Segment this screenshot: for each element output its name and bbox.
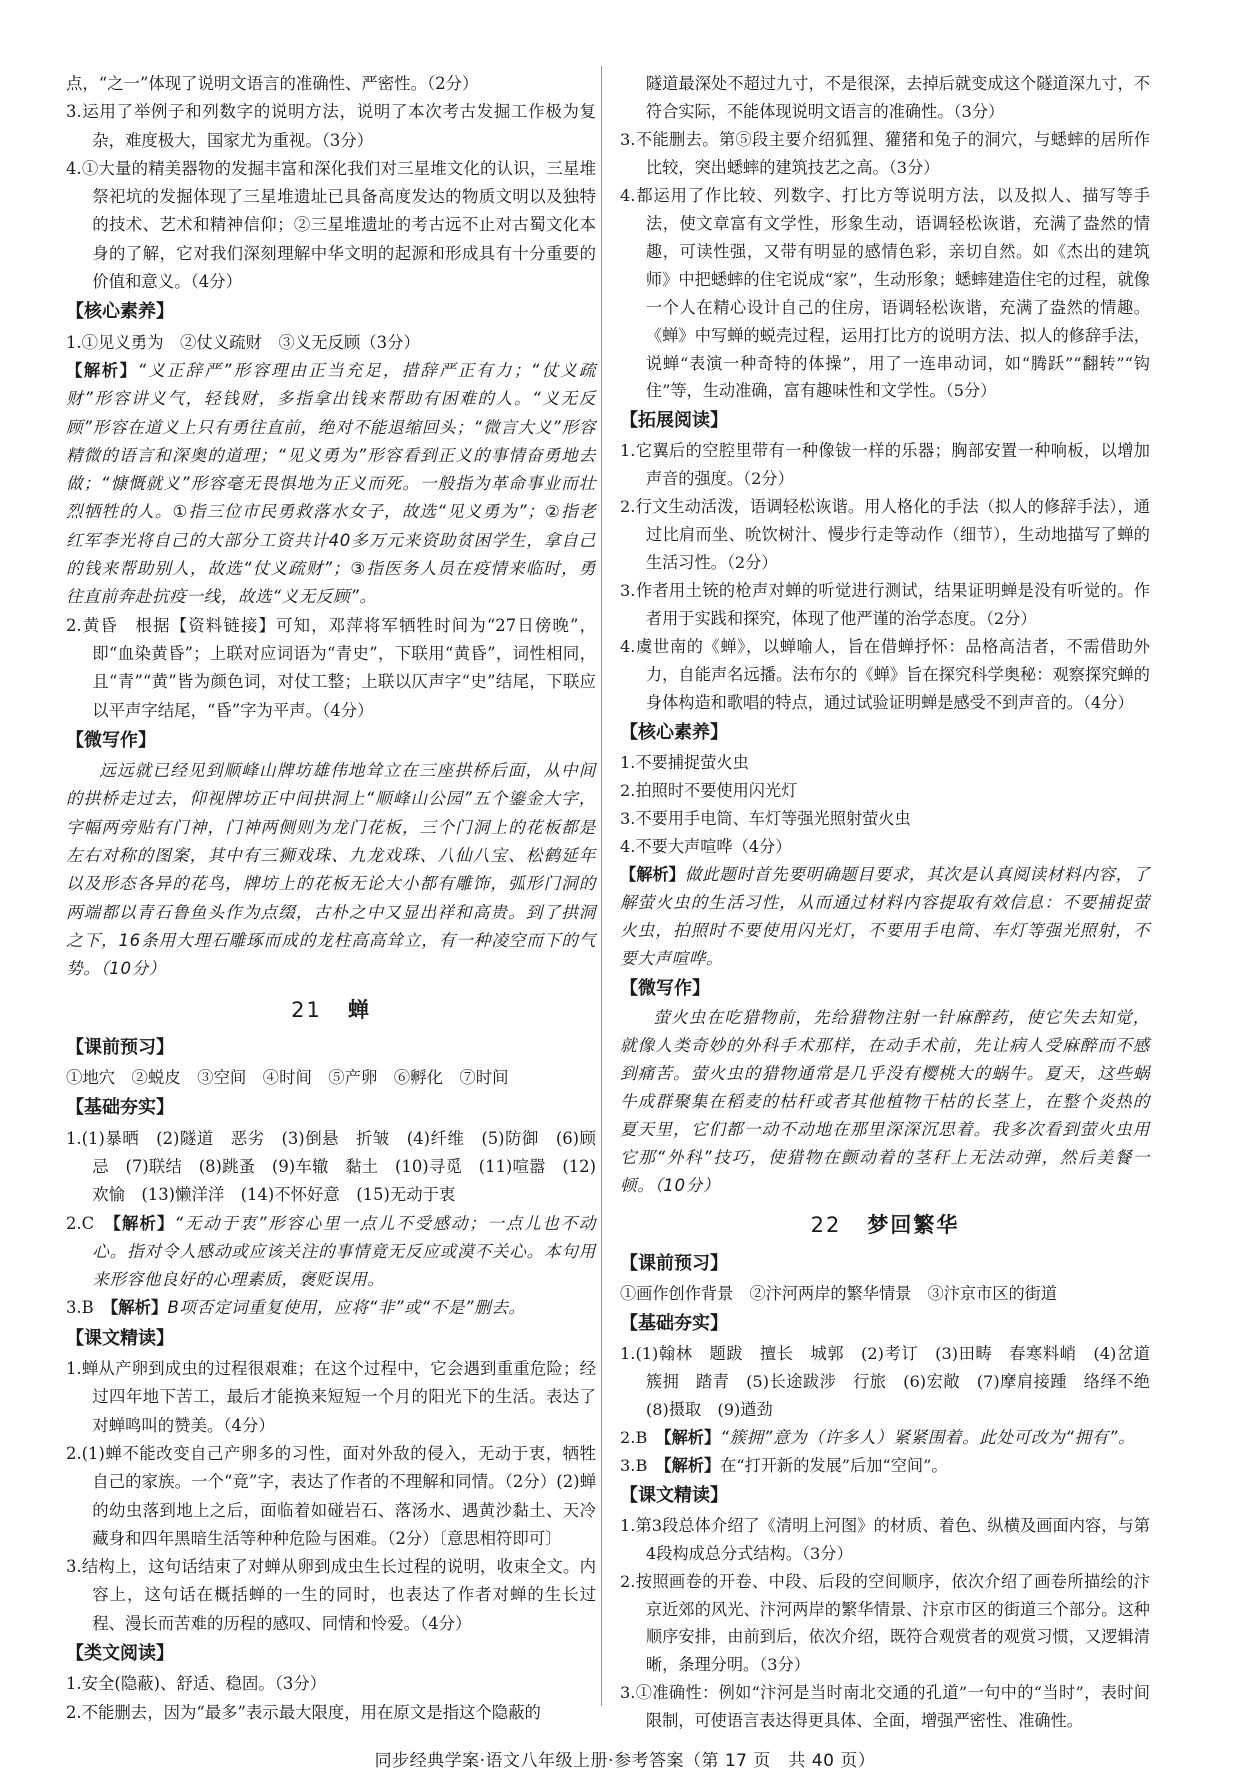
answer-key: 2.C <box>66 1213 113 1233</box>
section-heading-kewen: 【课文精读】 <box>66 1327 174 1349</box>
analysis-tag: 【解析】 <box>663 1427 721 1447</box>
section-heading-jichu: 【基础夯实】 <box>66 1097 174 1119</box>
answer-item: 1.①见义勇为 ②仗义疏财 ③义无反顾（3分） <box>66 332 420 352</box>
answer-item: 2.(1)蝉不能改变自己产卵多的习性，面对外敌的侵入，无动于衷，牺牲自己的家族。一个“竟”字，表达了作者的不理解和同情。（2分）(2)蝉的幼虫落到地上之后，面临着如碰岩石、落汤水、遇黄沙黏土、天冷藏身和四年黑暗生活等种种危险与困难。（2分）〔意思相符即可〕 <box>66 1443 596 1548</box>
answer-item: 4.①大量的精美器物的发掘丰富和深化我们对三星堆文化的认识，三星堆祭祀坑的发掘体现了三星堆遗址已具备高度发达的物质文明以及独特的技术、艺术和精神信仰；②三星堆遗址的考古远不止对古蜀文化本身的了解，它对我们深刻理解中华文明的起源和形成具有十分重要的价值和意义。（4分） <box>66 158 596 292</box>
writing-sample: 萤火虫在吃猎物前，先给猎物注射一针麻醉药，使它失去知觉，就像人类奇妙的外科手术那样，在动手术前，先让病人受麻醉而不感到痛苦。萤火虫的猎物通常是几乎没有樱桃大的蜗牛。夏天，这些蜗牛成群聚集在稻麦的枯秆或者其他植物干枯的长茎上，在整个炎热的夏天里，它们都一动不动地在那里深深沉思着。我多次看到萤火虫用它那“外科”技巧，使猎物在颤动着的茎秆上无法动弹，然后美餐一顿。（10分） <box>620 1008 1150 1196</box>
lesson-number: 21 <box>291 997 322 1022</box>
analysis-text: “无动于衷”形容心里一点儿不受感动；一点儿也不动心。指对令人感动或应该关注的事情竟无反应或漠不关心。本句用来形容他良好的心理素质，褒贬误用。 <box>92 1213 597 1290</box>
answer-item: 1.蝉从产卵到成虫的过程很艰难；在这个过程中，它会遇到重重危险；经过四年地下苦工，最后才能换来短短一个月的阳光下的生活。表达了对蝉鸣叫的赞美。（4分） <box>66 1359 596 1435</box>
analysis-tag: 【解析】 <box>66 360 138 380</box>
writing-sample: 远远就已经见到顺峰山牌坊雄伟地耸立在三座拱桥后面，从中间的拱桥走过去，仰视牌坊正中间拱洞上“顺峰山公园”五个鎏金大字，字幅两旁贴有门神，门神两侧则为龙门花板，三个门洞上的花板都是左右对称的图案，其中有三狮戏珠、九龙戏珠、八仙八宝、松鹤延年以及形态各异的花鸟，牌坊上的花板无论大小都有雕饰，弧形门洞的两端都以青石鲁鱼头作为点缀，古朴之中又显出祥和高贵。到了拱洞之下，16条用大理石雕琢而成的龙柱高高耸立，有一种凌空而下的气势。（10分） <box>66 761 596 979</box>
section-heading-weixiezuo: 【微写作】 <box>620 977 710 999</box>
section-heading-leiwen: 【类文阅读】 <box>66 1643 174 1665</box>
lesson-title <box>66 996 596 1024</box>
answer-item: 点，“之一”体现了说明文语言的准确性、严密性。（2分） <box>66 74 479 93</box>
answer-item: 4.都运用了作比较、列数字、打比方等说明方法，以及拟人、描写等手法，使文章富有文学性，形象生动，语调轻松诙谐，充满了盎然的情趣，可读性强，又带有明显的感情色彩，亲切自然。如《杰出的建筑师》中把蟋蟀的住宅说成“家”，生动形象；蟋蟀建造住宅的过程，就像一个人在精心设计自己的住房，语调轻松诙谐，充满了盎然的情趣。《蝉》中写蝉的蜕壳过程，运用打比方的说明方法、拟人的修辞手法，说蝉“表演一种奇特的体操”，用了一连串动词，如“腾跃”“翻转”“钩住”等，生动准确，富有趣味性和文学性。（5分） <box>620 185 1150 401</box>
lesson-name: 梦回繁华 <box>867 1213 960 1238</box>
analysis-tag: 【解析】 <box>620 864 685 884</box>
answer-item: 3.作者用土铳的枪声对蝉的听觉进行测试，结果证明蝉是没有听觉的。作者用于实践和探究，体现了他严谨的治学态度。（2分） <box>620 581 1150 629</box>
answer-item: 3.①准确性：例如“汴河是当时南北交通的孔道”一句中的“当时”，表时间限制，可使语言表达得更具体、全面，增强严密性、准确性。 <box>620 1683 1150 1731</box>
section-heading-kewen: 【课文精读】 <box>620 1484 728 1506</box>
section-heading-jichu: 【基础夯实】 <box>620 1312 728 1334</box>
analysis-text: 在“打开新的发展”后加“空间”。 <box>720 1455 948 1475</box>
section-heading-keqian: 【课前预习】 <box>66 1036 174 1058</box>
column-divider <box>601 66 602 1706</box>
answer-key: 3.B <box>620 1455 664 1475</box>
section-heading-hexin: 【核心素养】 <box>66 301 174 323</box>
answer-item: 2.行文生动活泼，语调轻松诙谐。用人格化的手法（拟人的修辞手法），通过比肩而坐、吮饮树汁、慢步行走等动作（细节），生动地描写了蝉的生活习性。（2分） <box>620 497 1150 573</box>
answer-item: 2.不能删去，因为“最多”表示最大限度，用在原文是指这个隐蔽的 <box>66 1702 541 1722</box>
answer-item <box>620 1424 1150 1452</box>
answer-item: 3.运用了举例子和列数字的说明方法，说明了本次考古发掘工作极为复杂，难度极大，国家尤为重视。（3分） <box>66 102 596 150</box>
analysis-tag: 【解析】 <box>663 1455 721 1475</box>
answer-item: 4.不要大声喧哗（4分） <box>620 836 792 856</box>
answer-item: 1.安全(隐蔽)、舒适、稳固。（3分） <box>66 1674 327 1694</box>
lesson-number: 22 <box>810 1213 842 1238</box>
left-column <box>66 70 596 1727</box>
answer-item: ①画作创作背景 ②汴河两岸的繁华情景 ③汴京市区的街道 <box>620 1284 1058 1304</box>
section-heading-hexin: 【核心素养】 <box>620 721 728 743</box>
lesson-name: 蝉 <box>347 997 371 1022</box>
analysis-text: “簇拥”意为（许多人）紧紧围着。此处可改为“拥有”。 <box>720 1427 1136 1447</box>
answer-continuation: 隧道最深处不超过九寸，不是很深，去掉后就变成这个隧道深九寸，不符合实际，不能体现说明文语言的准确性。（3分） <box>645 74 1150 121</box>
analysis-block <box>66 357 596 612</box>
analysis-text: “义正辞严”形容理由正当充足，措辞严正有力；“仗义疏财”形容讲义气，轻钱财，多指拿出钱来帮助有困难的人。“义无反顾”形容在道义上只有勇往直前，绝对不能退缩回头；“微言大义”形容精微的语言和深奥的道理；“见义勇为”形容看到正义的事情奋勇地去做；“慷慨就义”形容毫无畏惧地为正义而死。一般指为革命事业而壮烈牺牲的人。①指三位市民勇救落水女子，故选“见义勇为”；②指老红军李光将自己的大部分工资共计40多万元来资助贫困学生，拿自己的钱来帮助别人，故选“仗义疏财”；③指医务人员在疫情来临时，勇往直前奔赴抗疫一线，故选“义无反顾”。 <box>66 360 597 607</box>
answer-item: 4.虞世南的《蝉》，以蝉喻人，旨在借蝉抒怀：品格高洁者，不需借助外力，自能声名远播。法布尔的《蝉》旨在探究科学奥秘：观察探究蝉的身体构造和歌唱的特点，通过试验证明蝉是感受不到声音的。（4分） <box>620 637 1150 712</box>
answer-item: 2.拍照时不要使用闪光灯 <box>620 780 798 800</box>
answer-item: 3.不要用手电筒、车灯等强光照射萤火虫 <box>620 808 911 828</box>
answer-item: 3.结构上，这句话结束了对蝉从卵到成虫生长过程的说明，收束全文。内容上，这句话在概括蝉的一生的同时，也表达了作者对蝉的生长过程、漫长而苦难的历程的感叹、同情和怜爱。（4分） <box>66 1557 596 1633</box>
answer-item: ①地穴 ②蜕皮 ③空间 ④时间 ⑤产卵 ⑥孵化 ⑦时间 <box>66 1068 509 1088</box>
answer-item <box>620 1452 1150 1480</box>
page-footer: 同步经典学案·语文八年级上册·参考答案（第 17 页 共 40 页） <box>374 1751 876 1771</box>
analysis-tag: 【解析】 <box>112 1213 175 1233</box>
answer-item: 1.(1)翰林 题跋 擅长 城郭 (2)考订 (3)田畴 春寒料峭 (4)岔道 簇拥 踏青 (5)长途跋涉 行旅 (6)宏敞 (7)摩肩接踵 络绎不绝 (8)摄取 (9)遒劲 <box>620 1343 1167 1419</box>
section-heading-tuozhan: 【拓展阅读】 <box>620 410 728 432</box>
analysis-text: B项否定词重复使用，应将“非”或“不是”删去。 <box>167 1298 526 1318</box>
answer-item <box>66 1210 596 1295</box>
section-heading-keqian: 【课前预习】 <box>620 1253 728 1275</box>
analysis-text: 做此题时首先要明确题目要求，其次是认真阅读材料内容，了解萤火虫的生活习性，从而通过材料内容提取有效信息：不要捕捉萤火虫，拍照时不要使用闪光灯，不要用手电筒、车灯等强光照射，不要大声喧哗。 <box>620 864 1151 968</box>
answer-key: 2.B <box>620 1427 664 1447</box>
answer-item: 2.黄昏 根据【资料链接】可知，邓萍将军牺牲时间为“27日傍晚”，即“血染黄昏”；上联对应词语为“青史”，下联用“黄昏”，词性相同，且“青”“黄”皆为颜色词，对仗工整；上联以仄声字“史”结尾，下联应以平声字结尾，“昏”字为平声。（4分） <box>66 615 596 720</box>
answer-item <box>66 1294 596 1322</box>
section-heading-weixiezuo: 【微写作】 <box>66 729 156 751</box>
analysis-block <box>620 861 1150 973</box>
answer-item: 3.不能删去。第⑤段主要介绍狐狸、獾猪和兔子的洞穴，与蟋蟀的居所作比较，突出蟋蟀的建筑技艺之高。（3分） <box>620 129 1150 177</box>
answer-item: 1.它翼后的空腔里带有一种像钹一样的乐器；胸部安置一种响板，以增加声音的强度。（2分） <box>620 441 1150 489</box>
answer-item: 1.不要捕捉萤火虫 <box>620 752 749 772</box>
answer-key: 3.B <box>66 1298 111 1318</box>
answer-item: 1.第3段总体介绍了《清明上河图》的材质、着色、纵横及画面内容，与第4段构成总分式结构。（3分） <box>620 1515 1150 1563</box>
answer-item: 1.(1)暴晒 (2)隧道 恶劣 (3)倒悬 折皱 (4)纤维 (5)防御 (6)顾忌 (7)联结 (8)跳蚤 (9)车辙 黏土 (10)寻觅 (11)喧嚣 (12)欢愉 (13)懒洋洋 (14)不怀好意 (15)无动于衷 <box>66 1128 596 1205</box>
analysis-tag: 【解析】 <box>110 1298 168 1318</box>
lesson-title <box>620 1212 1150 1240</box>
right-column <box>620 70 1167 1735</box>
answer-item: 2.按照画卷的开卷、中段、后段的空间顺序，依次介绍了画卷所描绘的汴京近郊的风光、汴河两岸的繁华情景、汴京市区的街道三个部分。这种顺序安排，由前到后，依次介绍，既符合观赏者的观赏习惯，又逻辑清晰，条理分明。（3分） <box>620 1571 1150 1675</box>
